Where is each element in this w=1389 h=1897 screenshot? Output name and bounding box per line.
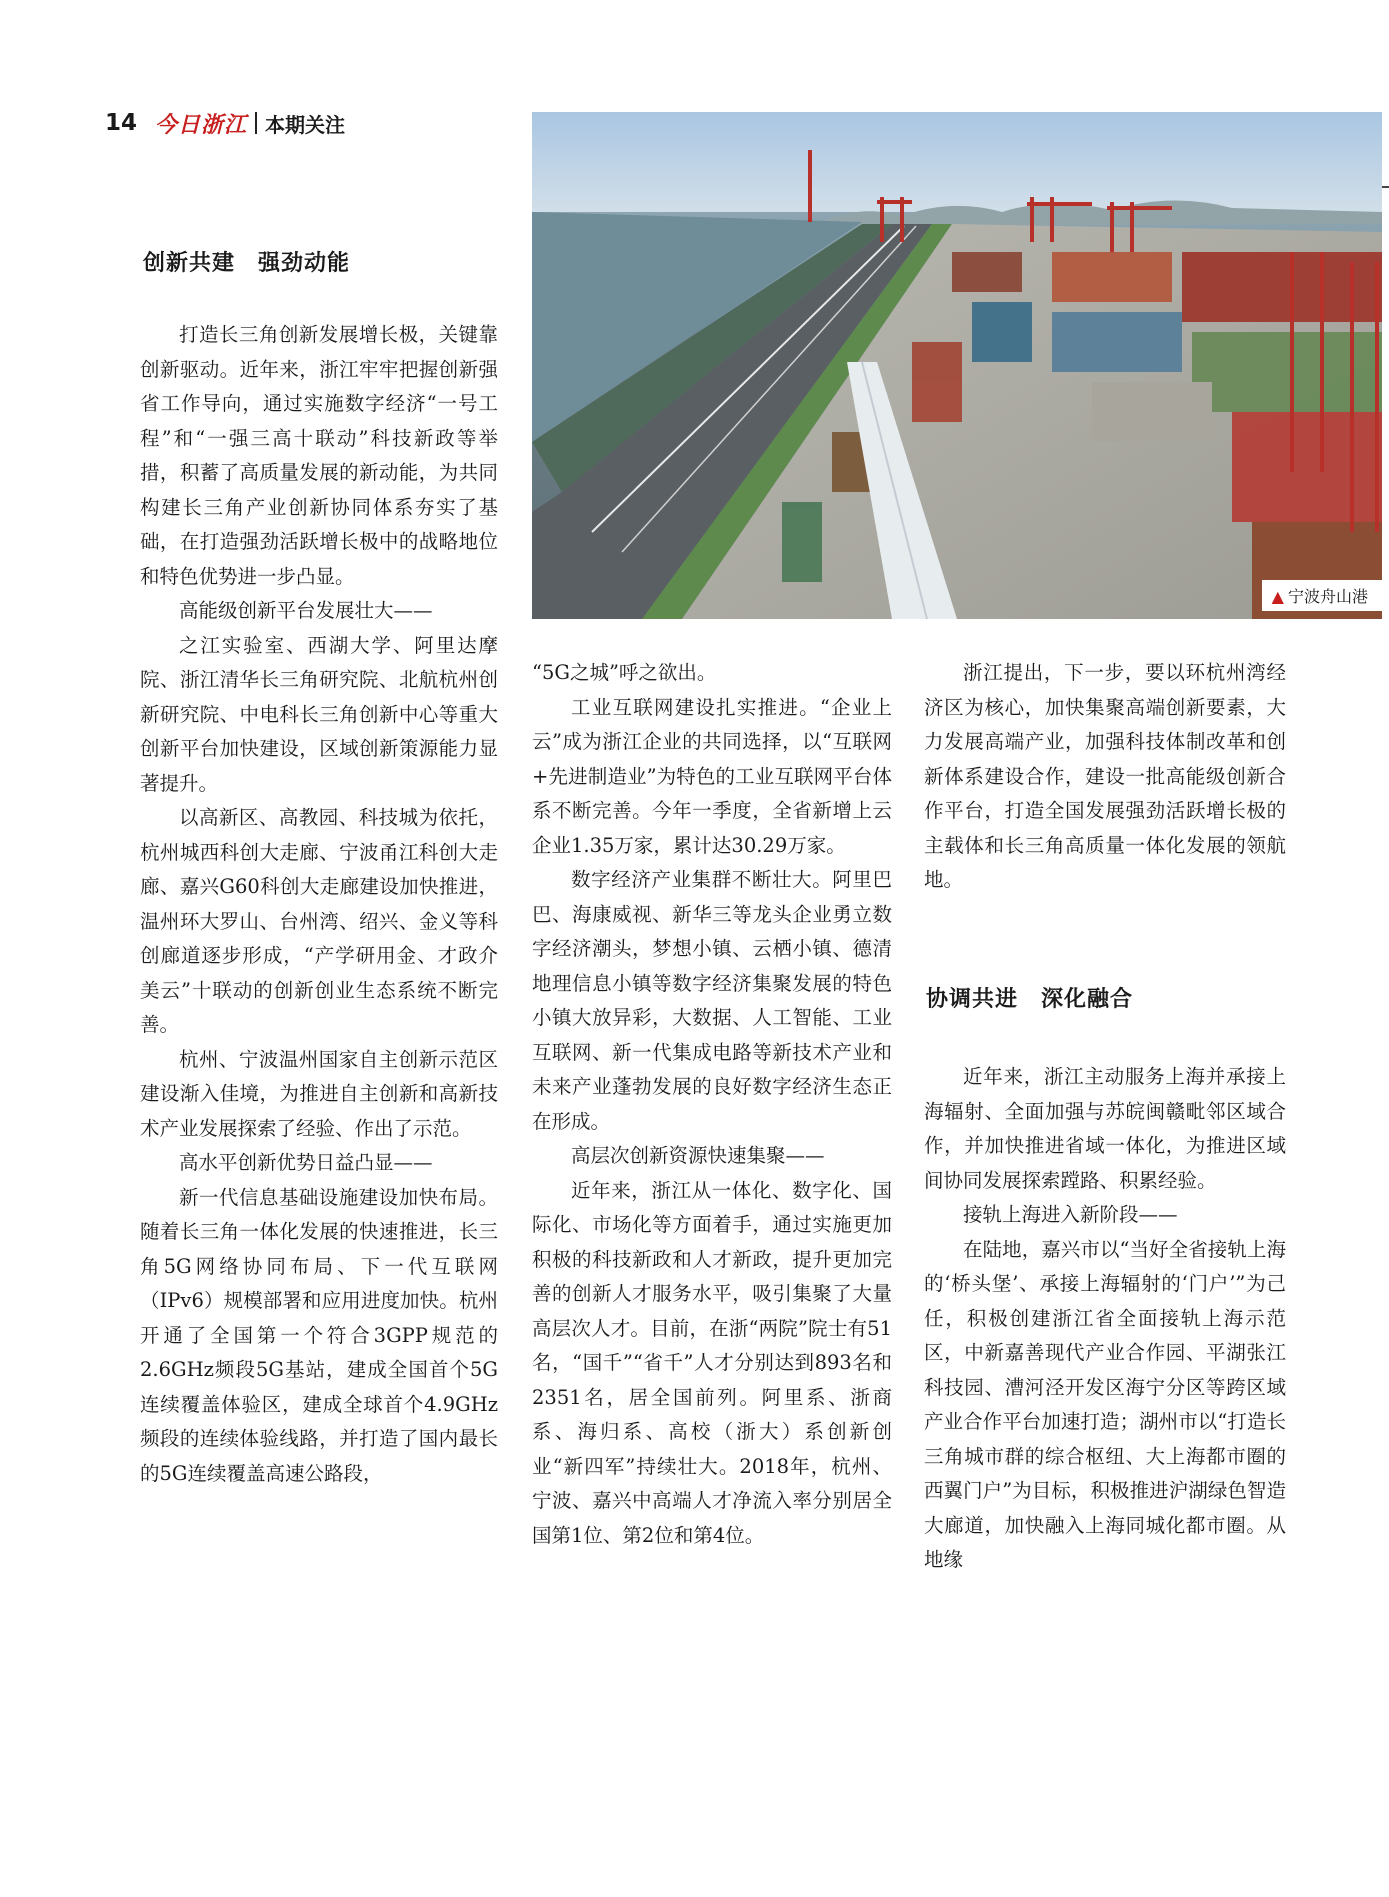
paragraph: 近年来，浙江主动服务上海并承接上海辐射、全面加强与苏皖闽赣毗邻区域合作，并加快推进省域一体化，为推进区域间协同发展探索蹚路、积累经验。 <box>924 1065 1286 1192</box>
section-heading-innovation: 创新共建 强劲动能 <box>143 251 351 276</box>
subheading: 高层次创新资源快速集聚—— <box>571 1144 825 1167</box>
header-divider <box>255 112 257 134</box>
paragraph: 浙江提出，下一步，要以环杭州湾经济区为核心，加快集聚高端创新要素，大力发展高端产业，加强科技体制改革和创新体系建设合作，建设一批高能级创新合作平台，打造全国发展强劲活跃增长极的主载体和长三角高质量一体化发展的领航地。 <box>924 661 1286 891</box>
subheading: 高能级创新平台发展壮大—— <box>179 599 433 622</box>
paragraph: 杭州、宁波温州国家自主创新示范区建设渐入佳境，为推进自主创新和高新技术产业发展探索了经验、作出了示范。 <box>140 1047 498 1140</box>
port-photo <box>532 112 1382 619</box>
subheading: 接轨上海进入新阶段—— <box>963 1203 1178 1226</box>
column-1 <box>140 318 498 1491</box>
port-illustration <box>532 112 1382 619</box>
photo-caption <box>1262 580 1382 611</box>
paragraph: 在陆地，嘉兴市以“当好全省接轨上海的‘桥头堡’、承接上海辐射的‘门户’”为己任，积极创建浙江省全面接轨上海示范区，中新嘉善现代产业合作园、平湖张江科技园、漕河泾开发区海宁分区等跨区域产业合作平台加速打造；湖州市以“打造长三角城市群的综合枢纽、大上海都市圈的西翼门户”为目标，积极推进沪湖绿色智造大廊道，加快融入上海同城化都市圈。从地缘 <box>924 1237 1286 1571</box>
subheading: 高水平创新优势日益凸显—— <box>179 1151 433 1174</box>
paragraph: “5G之城”呼之欲出。 <box>532 661 717 684</box>
paragraph: 数字经济产业集群不断壮大。阿里巴巴、海康威视、新华三等龙头企业勇立数字经济潮头，梦想小镇、云栖小镇、德清地理信息小镇等数字经济集聚发展的特色小镇大放异彩，大数据、人工智能、工业互联网、新一代集成电路等新技术产业和未来产业蓬勃发展的良好数字经济生态正在形成。 <box>532 868 892 1133</box>
page-number: 14 <box>105 110 138 136</box>
paragraph: 工业互联网建设扎实推进。“企业上云”成为浙江企业的共同选择，以“互联网+先进制造业”为特色的工业互联网平台体系不断完善。今年一季度，全省新增上云企业1.35万家，累计达30.29万家。 <box>532 695 892 857</box>
column-3-top <box>924 656 1286 898</box>
triangle-icon: ▲ <box>1271 587 1284 606</box>
column-3-bottom <box>924 1060 1286 1578</box>
paragraph: 近年来，浙江从一体化、数字化、国际化、市场化等方面着手，通过实施更加积极的科技新政和人才新政，提升更加完善的创新人才服务水平，吸引集聚了大量高层次人才。目前，在浙“两院”院士有51名，“国千”“省千”人才分别达到893名和2351名，居全国前列。阿里系、浙商系、海归系、高校（浙大）系创新创业“新四军”持续壮大。2018年，杭州、宁波、嘉兴中高端人才净流入率分别居全国第1位、第2位和第4位。 <box>532 1178 892 1547</box>
section-label: 本期关注 <box>265 112 346 137</box>
paragraph: 新一代信息基础设施建设加快布局。随着长三角一体化发展的快速推进，长三角5G网络协同布局、下一代互联网（IPv6）规模部署和应用进度加快。杭州开通了全国第一个符合3GPP规范的2.6GHz频段5G基站，建成全国首个5G连续覆盖体验区，建成全球首个4.9GHz频段的连续体验线路，并打造了国内最长的5G连续覆盖高速公路段， <box>140 1185 498 1485</box>
paragraph: 打造长三角创新发展增长极，关键靠创新驱动。近年来，浙江牢牢把握创新强省工作导向，通过实施数字经济“一号工程”和“一强三高十联动”科技新政等举措，积蓄了高质量发展的新动能，为共同构建长三角产业创新协同体系夯实了基础，在打造强劲活跃增长极中的战略地位和特色优势进一步凸显。 <box>140 323 498 588</box>
column-2 <box>532 656 892 1553</box>
photo-caption-text: 宁波舟山港 <box>1287 587 1368 606</box>
paragraph: 以高新区、高教园、科技城为依托，杭州城西科创大走廊、宁波甬江科创大走廊、嘉兴G60科创大走廊建设加快推进，温州环大罗山、台州湾、绍兴、金义等科创廊道逐步形成，“产学研用金、才政介美云”十联动的创新创业生态系统不断完善。 <box>140 806 498 1036</box>
magazine-logo: 今日浙江 <box>155 111 248 138</box>
paragraph: 之江实验室、西湖大学、阿里达摩院、浙江清华长三角研究院、北航杭州创新研究院、中电科长三角创新中心等重大创新平台加快建设，区域创新策源能力显著提升。 <box>140 633 498 795</box>
page-header <box>105 106 345 140</box>
section-heading-coordination: 协调共进 深化融合 <box>926 987 1134 1012</box>
